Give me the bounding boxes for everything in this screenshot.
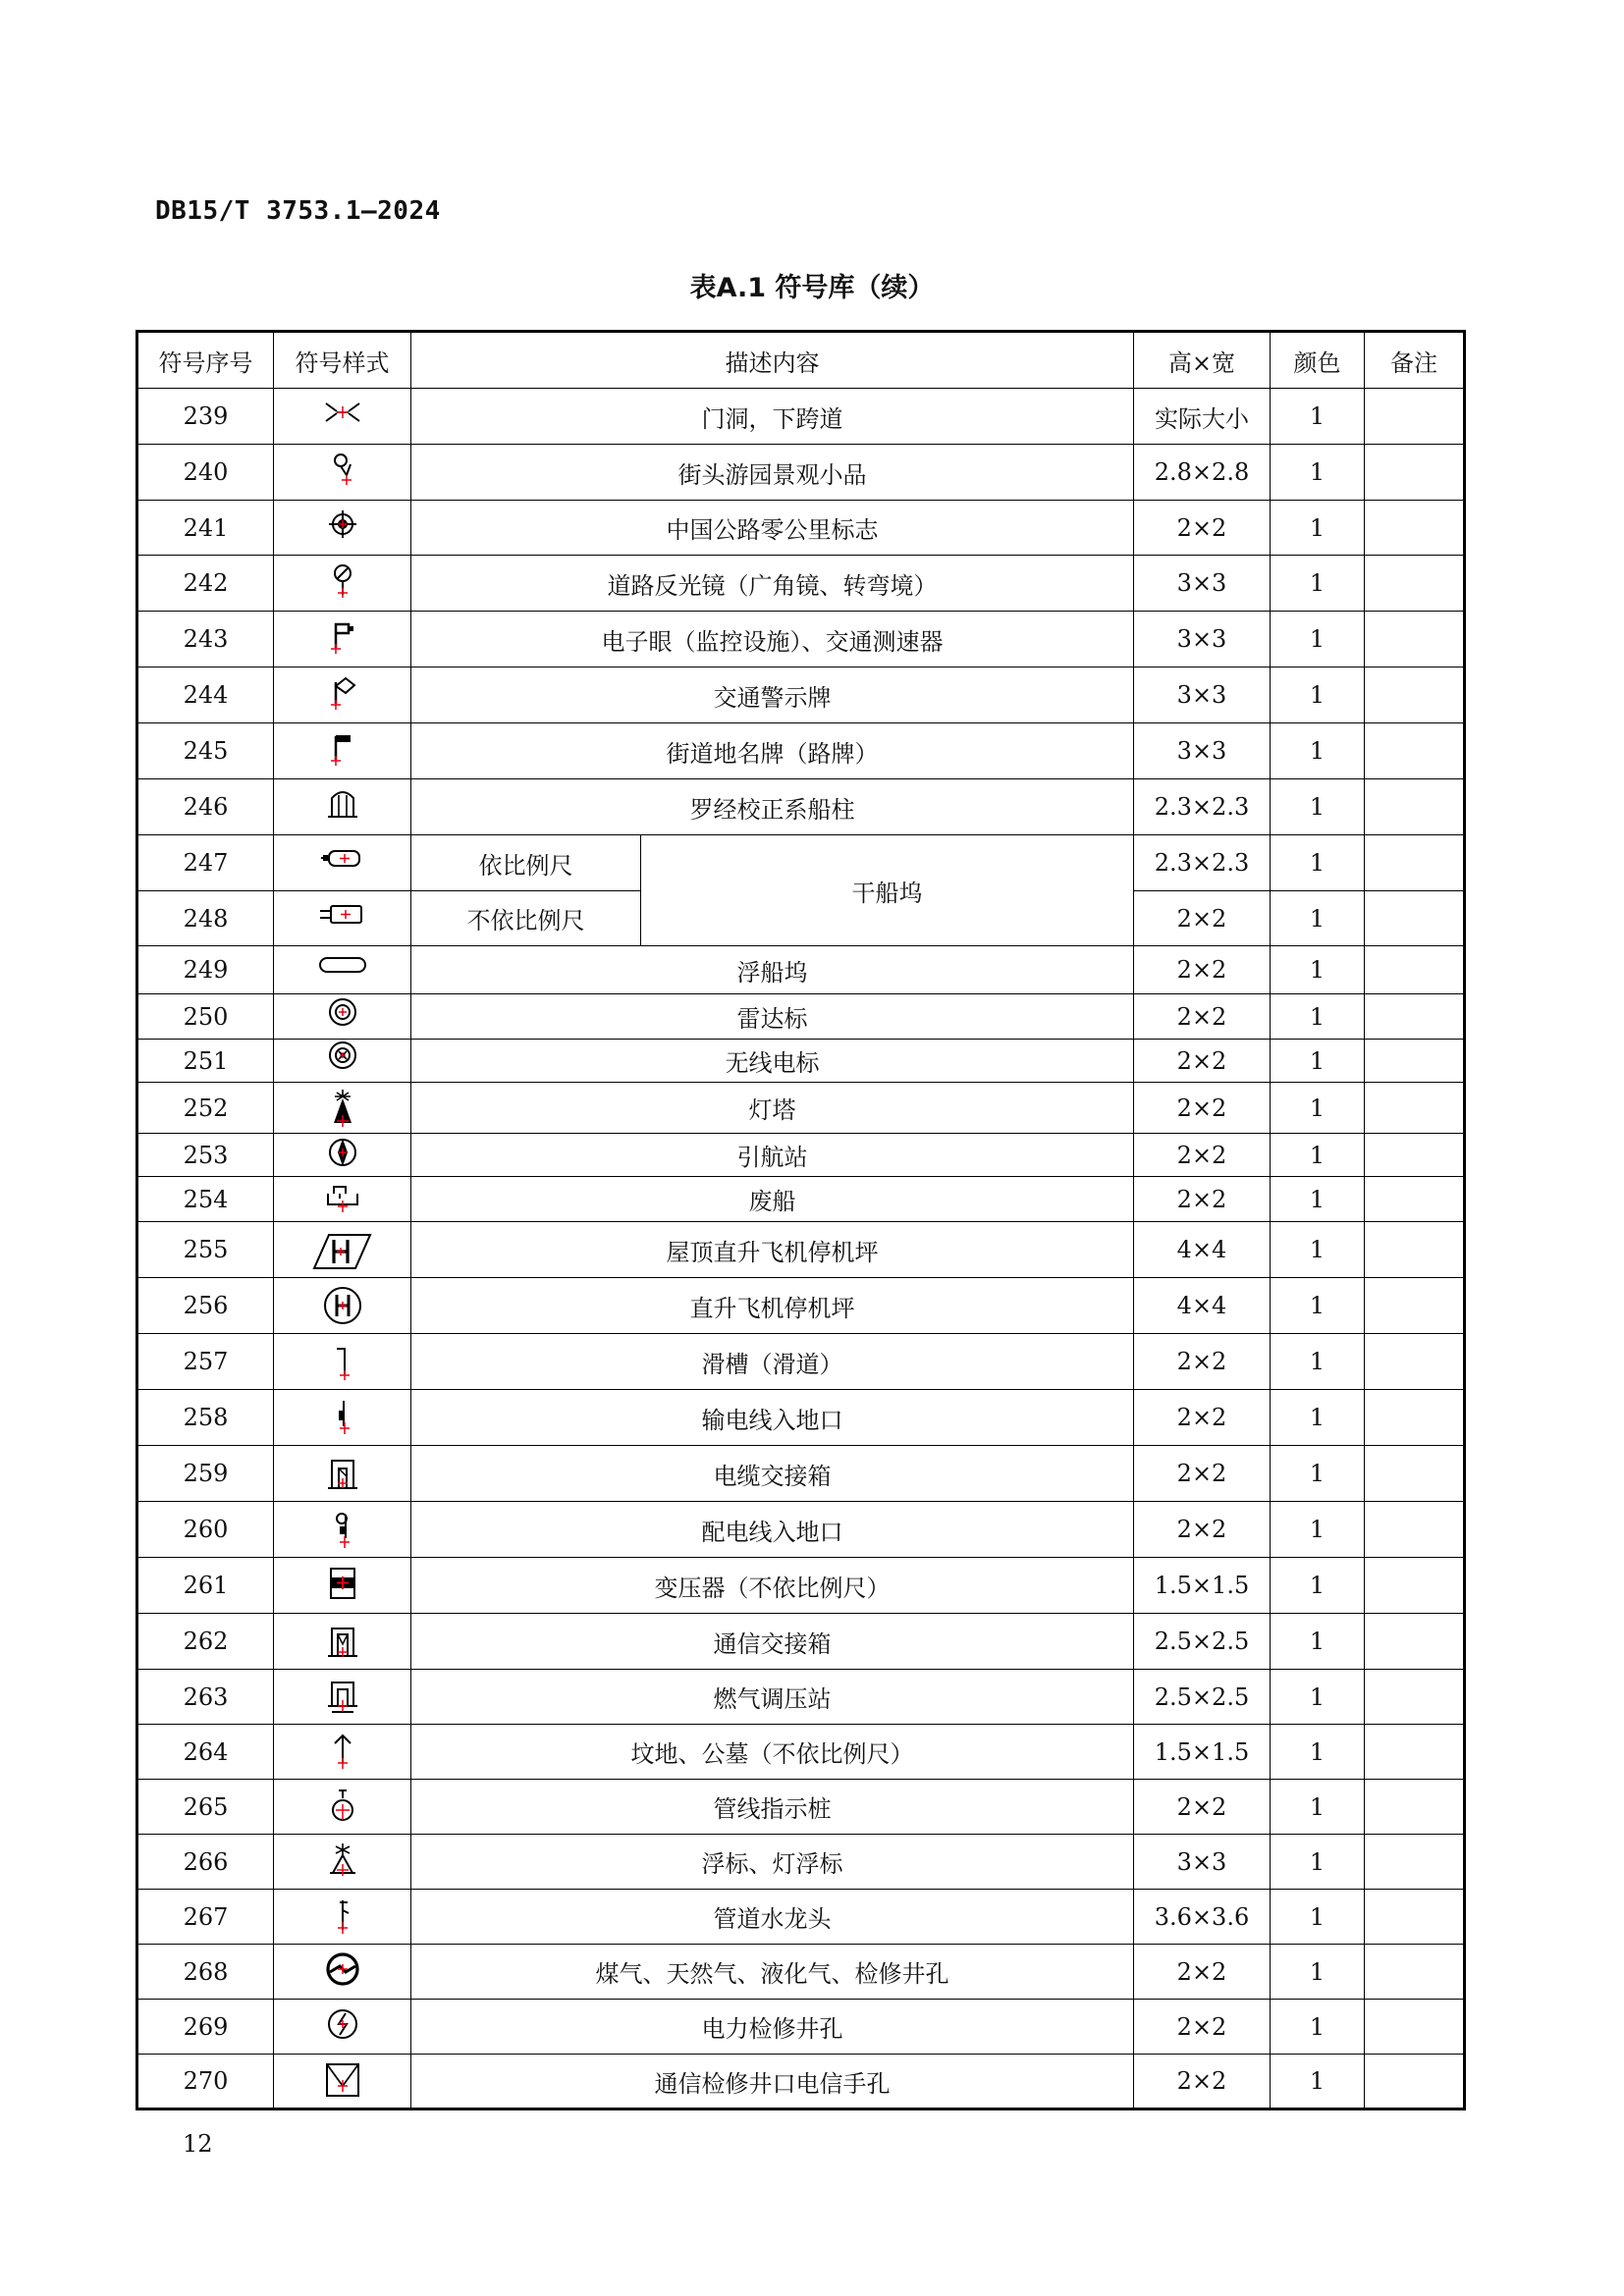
symbol-remark <box>1365 1222 1465 1278</box>
gateway-underpass-icon <box>318 396 367 437</box>
symbol-description: 滑槽（滑道） <box>411 1334 1134 1390</box>
symbol-remark <box>1365 2055 1465 2109</box>
symbol-number: 261 <box>137 1558 274 1614</box>
symbol-color: 1 <box>1271 1945 1365 2000</box>
symbol-description: 浮船坞 <box>411 946 1134 994</box>
table-row <box>137 445 1465 501</box>
symbol-description: 浮标、灯浮标 <box>411 1835 1134 1890</box>
symbol-remark <box>1365 1945 1465 2000</box>
symbol-style <box>274 1502 411 1558</box>
table-row <box>137 556 1465 612</box>
table-row <box>137 1502 1465 1558</box>
symbol-color: 1 <box>1271 1835 1365 1890</box>
dry-dock-scaled-icon <box>318 842 367 883</box>
symbol-color: 1 <box>1271 2055 1365 2109</box>
symbol-remark <box>1365 612 1465 667</box>
scale-qualifier: 依比例尺 <box>411 835 641 891</box>
symbol-color: 1 <box>1271 445 1365 501</box>
symbol-remark <box>1365 1890 1465 1945</box>
symbol-color: 1 <box>1271 556 1365 612</box>
symbol-number: 267 <box>137 1890 274 1945</box>
symbol-remark <box>1365 1558 1465 1614</box>
compass-bollard-icon <box>318 786 367 828</box>
symbol-number: 247 <box>137 835 274 891</box>
symbol-color: 1 <box>1271 1890 1365 1945</box>
symbol-remark <box>1365 2000 1465 2055</box>
table-row <box>137 779 1465 835</box>
symbol-number: 256 <box>137 1278 274 1334</box>
symbol-table <box>135 330 1466 2110</box>
symbol-color: 1 <box>1271 1725 1365 1780</box>
symbol-size: 1.5×1.5 <box>1134 1558 1271 1614</box>
symbol-remark <box>1365 1083 1465 1134</box>
symbol-remark <box>1365 1502 1465 1558</box>
symbol-description: 输电线入地口 <box>411 1390 1134 1446</box>
symbol-number: 248 <box>137 891 274 946</box>
gas-regulator-station-icon <box>318 1677 367 1718</box>
symbol-color: 1 <box>1271 835 1365 891</box>
symbol-size: 2×2 <box>1134 1134 1271 1177</box>
symbol-style <box>274 1278 411 1334</box>
highway-zero-km-marker-icon <box>318 507 367 549</box>
header-symbol-style: 符号样式 <box>274 332 411 389</box>
symbol-color: 1 <box>1271 501 1365 556</box>
symbol-number: 250 <box>137 994 274 1040</box>
symbol-style <box>274 2000 411 2055</box>
symbol-remark <box>1365 835 1465 891</box>
table-row <box>137 1670 1465 1725</box>
symbol-size: 4×4 <box>1134 1278 1271 1334</box>
symbol-size: 2×2 <box>1134 994 1271 1040</box>
dry-dock-unscaled-icon <box>318 898 367 939</box>
symbol-color: 1 <box>1271 1040 1365 1083</box>
symbol-description: 电缆交接箱 <box>411 1446 1134 1502</box>
symbol-style <box>274 501 411 556</box>
symbol-remark <box>1365 1334 1465 1390</box>
symbol-number: 240 <box>137 445 274 501</box>
symbol-description: 雷达标 <box>411 994 1134 1040</box>
table-row <box>137 1890 1465 1945</box>
symbol-style <box>274 891 411 946</box>
chute-icon <box>318 1341 367 1382</box>
symbol-color: 1 <box>1271 1780 1365 1835</box>
telecom-handhole-icon <box>318 2060 367 2102</box>
table-row <box>137 1040 1465 1083</box>
transformer-icon <box>318 1565 367 1606</box>
symbol-color: 1 <box>1271 1614 1365 1670</box>
table-row <box>137 723 1465 779</box>
table-row <box>137 1558 1465 1614</box>
symbol-style <box>274 445 411 501</box>
table-row <box>137 946 1465 994</box>
symbol-remark <box>1365 1614 1465 1670</box>
symbol-color: 1 <box>1271 891 1365 946</box>
symbol-style <box>274 1780 411 1835</box>
symbol-size: 4×4 <box>1134 1222 1271 1278</box>
symbol-size: 2×2 <box>1134 891 1271 946</box>
symbol-description: 门洞，下跨道 <box>411 389 1134 445</box>
table-row <box>137 1134 1465 1177</box>
symbol-remark <box>1365 556 1465 612</box>
helipad-icon <box>318 1285 367 1326</box>
symbol-size: 2×2 <box>1134 1083 1271 1134</box>
symbol-remark <box>1365 1725 1465 1780</box>
symbol-color: 1 <box>1271 1134 1365 1177</box>
symbol-remark <box>1365 1177 1465 1222</box>
symbol-size: 2.5×2.5 <box>1134 1614 1271 1670</box>
symbol-size: 2.8×2.8 <box>1134 445 1271 501</box>
symbol-description: 干船坞 <box>641 835 1134 946</box>
table-row <box>137 1780 1465 1835</box>
symbol-style <box>274 612 411 667</box>
lighthouse-icon <box>318 1088 367 1129</box>
symbol-color: 1 <box>1271 1670 1365 1725</box>
symbol-style <box>274 1134 411 1177</box>
symbol-remark <box>1365 779 1465 835</box>
table-row <box>137 835 1465 891</box>
gas-manhole-icon <box>318 1951 367 1993</box>
symbol-style <box>274 994 411 1040</box>
symbol-description: 罗经校正系船柱 <box>411 779 1134 835</box>
symbol-description: 管道水龙头 <box>411 1890 1134 1945</box>
header-remark: 备注 <box>1365 332 1465 389</box>
street-name-sign-icon <box>318 730 367 772</box>
symbol-color: 1 <box>1271 1502 1365 1558</box>
symbol-style <box>274 1614 411 1670</box>
symbol-number: 251 <box>137 1040 274 1083</box>
telecom-junction-box-icon <box>318 1621 367 1662</box>
symbol-size: 3×3 <box>1134 612 1271 667</box>
cemetery-icon <box>318 1732 367 1773</box>
symbol-number: 259 <box>137 1446 274 1502</box>
symbol-number: 249 <box>137 946 274 994</box>
table-row <box>137 1446 1465 1502</box>
symbol-remark <box>1365 501 1465 556</box>
symbol-description: 管线指示桩 <box>411 1780 1134 1835</box>
symbol-description: 煤气、天然气、液化气、检修井孔 <box>411 1945 1134 2000</box>
table-row <box>137 667 1465 723</box>
pilot-station-icon <box>318 1135 367 1176</box>
table-header-row <box>137 332 1465 389</box>
table-row <box>137 1278 1465 1334</box>
symbol-color: 1 <box>1271 1446 1365 1502</box>
symbol-size: 2×2 <box>1134 2000 1271 2055</box>
symbol-description: 街道地名牌（路牌） <box>411 723 1134 779</box>
buoy-icon <box>318 1842 367 1883</box>
pipeline-marker-post-icon <box>318 1787 367 1828</box>
symbol-number: 263 <box>137 1670 274 1725</box>
symbol-description: 引航站 <box>411 1134 1134 1177</box>
symbol-number: 253 <box>137 1134 274 1177</box>
symbol-style <box>274 2055 411 2109</box>
symbol-description: 屋顶直升飞机停机坪 <box>411 1222 1134 1278</box>
power-manhole-icon <box>318 2006 367 2048</box>
symbol-size: 2.3×2.3 <box>1134 779 1271 835</box>
symbol-remark <box>1365 445 1465 501</box>
symbol-color: 1 <box>1271 1390 1365 1446</box>
header-symbol-number: 符号序号 <box>137 332 274 389</box>
symbol-number: 265 <box>137 1780 274 1835</box>
symbol-description: 灯塔 <box>411 1083 1134 1134</box>
symbol-style <box>274 1390 411 1446</box>
symbol-size: 2×2 <box>1134 501 1271 556</box>
symbol-description: 中国公路零公里标志 <box>411 501 1134 556</box>
table-row <box>137 1083 1465 1134</box>
symbol-size: 2×2 <box>1134 1040 1271 1083</box>
symbol-remark <box>1365 1134 1465 1177</box>
symbol-size: 2×2 <box>1134 2055 1271 2109</box>
symbol-size: 2×2 <box>1134 1502 1271 1558</box>
table-row <box>137 389 1465 445</box>
symbol-color: 1 <box>1271 1278 1365 1334</box>
standard-code: DB15/T 3753.1—2024 <box>155 196 441 226</box>
scale-qualifier: 不依比例尺 <box>411 891 641 946</box>
street-garden-landscape-icon <box>318 452 367 493</box>
symbol-number: 257 <box>137 1334 274 1390</box>
table-row <box>137 1945 1465 2000</box>
symbol-number: 246 <box>137 779 274 835</box>
symbol-description: 配电线入地口 <box>411 1502 1134 1558</box>
symbol-description: 变压器（不依比例尺） <box>411 1558 1134 1614</box>
pipe-faucet-icon <box>318 1896 367 1938</box>
traffic-warning-sign-icon <box>318 674 367 716</box>
symbol-number: 245 <box>137 723 274 779</box>
table-row <box>137 1725 1465 1780</box>
symbol-size: 2×2 <box>1134 1177 1271 1222</box>
symbol-remark <box>1365 1278 1465 1334</box>
table-row <box>137 1614 1465 1670</box>
symbol-number: 239 <box>137 389 274 445</box>
table-row <box>137 1835 1465 1890</box>
symbol-size: 2×2 <box>1134 1780 1271 1835</box>
symbol-remark <box>1365 723 1465 779</box>
symbol-number: 260 <box>137 1502 274 1558</box>
symbol-color: 1 <box>1271 1222 1365 1278</box>
road-reflective-mirror-icon <box>318 562 367 604</box>
symbol-size: 3×3 <box>1134 556 1271 612</box>
symbol-description: 电子眼（监控设施）、交通测速器 <box>411 612 1134 667</box>
symbol-remark <box>1365 946 1465 994</box>
symbol-remark <box>1365 1446 1465 1502</box>
symbol-description: 坟地、公墓（不依比例尺） <box>411 1725 1134 1780</box>
symbol-description: 无线电标 <box>411 1040 1134 1083</box>
cable-junction-box-icon <box>318 1453 367 1494</box>
symbol-remark <box>1365 994 1465 1040</box>
symbol-color: 1 <box>1271 667 1365 723</box>
symbol-remark <box>1365 1780 1465 1835</box>
symbol-style <box>274 1835 411 1890</box>
symbol-number: 254 <box>137 1177 274 1222</box>
symbol-style <box>274 1040 411 1083</box>
symbol-style <box>274 1890 411 1945</box>
symbol-color: 1 <box>1271 612 1365 667</box>
distribution-line-entry-icon <box>318 1509 367 1550</box>
header-description: 描述内容 <box>411 332 1134 389</box>
table-row <box>137 1177 1465 1222</box>
page-number: 12 <box>183 2130 213 2158</box>
table-row <box>137 2000 1465 2055</box>
symbol-description: 通信检修井口电信手孔 <box>411 2055 1134 2109</box>
symbol-style <box>274 723 411 779</box>
symbol-remark <box>1365 1040 1465 1083</box>
symbol-size: 2.3×2.3 <box>1134 835 1271 891</box>
symbol-number: 262 <box>137 1614 274 1670</box>
symbol-number: 266 <box>137 1835 274 1890</box>
symbol-style <box>274 1670 411 1725</box>
symbol-size: 3.6×3.6 <box>1134 1890 1271 1945</box>
symbol-color: 1 <box>1271 1558 1365 1614</box>
header-color: 颜色 <box>1271 332 1365 389</box>
symbol-size: 2×2 <box>1134 1446 1271 1502</box>
symbol-number: 241 <box>137 501 274 556</box>
symbol-style <box>274 779 411 835</box>
symbol-number: 270 <box>137 2055 274 2109</box>
symbol-style <box>274 1558 411 1614</box>
symbol-description: 废船 <box>411 1177 1134 1222</box>
symbol-number: 258 <box>137 1390 274 1446</box>
symbol-color: 1 <box>1271 723 1365 779</box>
symbol-style <box>274 1083 411 1134</box>
table-row <box>137 2055 1465 2109</box>
symbol-number: 268 <box>137 1945 274 2000</box>
symbol-size: 实际大小 <box>1134 389 1271 445</box>
symbol-style <box>274 667 411 723</box>
symbol-style <box>274 1334 411 1390</box>
symbol-description: 街头游园景观小品 <box>411 445 1134 501</box>
symbol-style <box>274 1177 411 1222</box>
symbol-remark <box>1365 1835 1465 1890</box>
rooftop-helipad-icon <box>311 1229 374 1270</box>
table-row <box>137 612 1465 667</box>
symbol-description: 电力检修井孔 <box>411 2000 1134 2055</box>
symbol-description: 道路反光镜（广角镜、转弯境） <box>411 556 1134 612</box>
radio-beacon-icon <box>318 1041 367 1082</box>
symbol-style <box>274 1945 411 2000</box>
header-size: 高×宽 <box>1134 332 1271 389</box>
table-body <box>137 389 1465 2109</box>
symbol-remark <box>1365 667 1465 723</box>
symbol-number: 242 <box>137 556 274 612</box>
symbol-style <box>274 1446 411 1502</box>
symbol-size: 3×3 <box>1134 723 1271 779</box>
radar-beacon-icon <box>318 996 367 1038</box>
symbol-style <box>274 835 411 891</box>
symbol-description: 通信交接箱 <box>411 1614 1134 1670</box>
symbol-color: 1 <box>1271 779 1365 835</box>
table-row <box>137 1222 1465 1278</box>
symbol-size: 2×2 <box>1134 1945 1271 2000</box>
symbol-size: 3×3 <box>1134 1835 1271 1890</box>
symbol-style <box>274 389 411 445</box>
symbol-remark <box>1365 389 1465 445</box>
symbol-style <box>274 1725 411 1780</box>
symbol-style <box>274 556 411 612</box>
table-caption: 表A.1 符号库（续） <box>689 273 935 303</box>
symbol-number: 244 <box>137 667 274 723</box>
symbol-size: 2×2 <box>1134 946 1271 994</box>
symbol-style <box>274 946 411 994</box>
symbol-remark <box>1365 1390 1465 1446</box>
symbol-style <box>274 1222 411 1278</box>
symbol-number: 264 <box>137 1725 274 1780</box>
symbol-size: 2×2 <box>1134 1334 1271 1390</box>
floating-dock-icon <box>318 949 367 990</box>
symbol-color: 1 <box>1271 2000 1365 2055</box>
symbol-description: 直升飞机停机坪 <box>411 1278 1134 1334</box>
table-row <box>137 1334 1465 1390</box>
table-row <box>137 994 1465 1040</box>
symbol-color: 1 <box>1271 1177 1365 1222</box>
symbol-description: 燃气调压站 <box>411 1670 1134 1725</box>
symbol-size: 2.5×2.5 <box>1134 1670 1271 1725</box>
table-row <box>137 501 1465 556</box>
symbol-number: 255 <box>137 1222 274 1278</box>
symbol-remark <box>1365 1670 1465 1725</box>
symbol-color: 1 <box>1271 1334 1365 1390</box>
symbol-number: 252 <box>137 1083 274 1134</box>
symbol-number: 269 <box>137 2000 274 2055</box>
symbol-number: 243 <box>137 612 274 667</box>
symbol-description: 交通警示牌 <box>411 667 1134 723</box>
symbol-color: 1 <box>1271 994 1365 1040</box>
symbol-color: 1 <box>1271 389 1365 445</box>
symbol-size: 3×3 <box>1134 667 1271 723</box>
symbol-size: 2×2 <box>1134 1390 1271 1446</box>
table-row <box>137 1390 1465 1446</box>
wreck-icon <box>318 1179 367 1220</box>
symbol-color: 1 <box>1271 1083 1365 1134</box>
symbol-remark <box>1365 891 1465 946</box>
transmission-line-entry-icon <box>318 1397 367 1438</box>
traffic-camera-icon <box>318 618 367 660</box>
symbol-color: 1 <box>1271 946 1365 994</box>
symbol-size: 1.5×1.5 <box>1134 1725 1271 1780</box>
